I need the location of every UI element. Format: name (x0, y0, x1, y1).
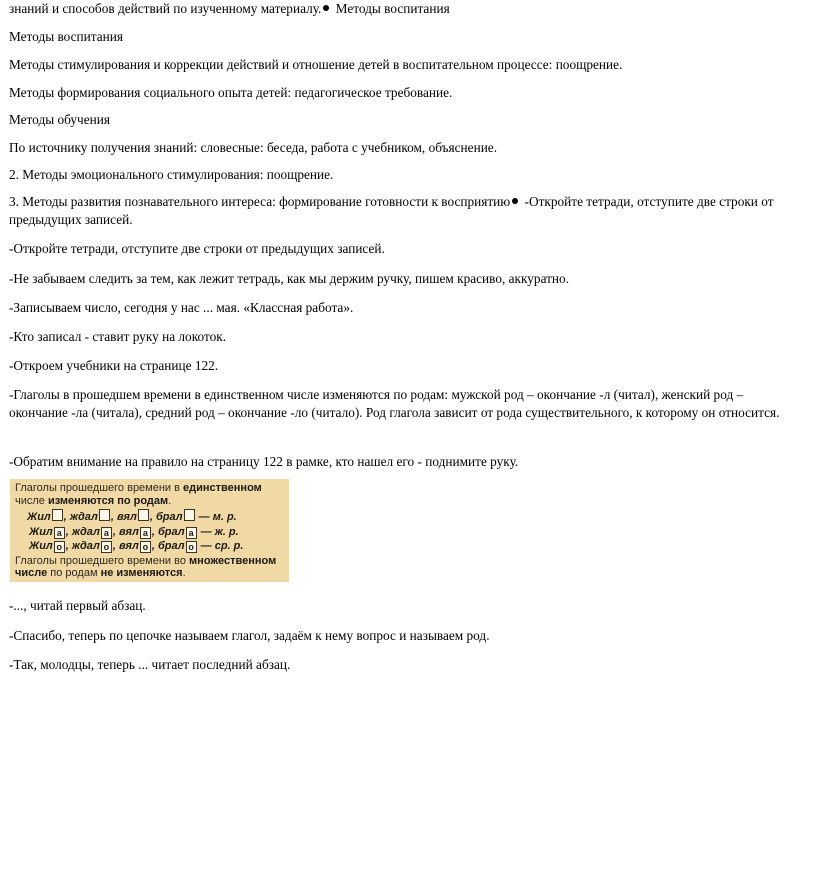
ending-box: а (54, 527, 65, 539)
textbook-rule-image (10, 479, 289, 582)
ending-box (138, 509, 149, 521)
paragraph-18: -Так, молодцы, теперь ... читает последний абзац. (9, 657, 291, 672)
rule-text: по родам (47, 567, 101, 579)
paragraph-14: -Глаголы в прошедшем времени в единственном числе изменяются по родам: мужской род – окончание -л (читал), женский род – окончание -ла (читала), средний род – окончание -ло (читало). Род глагола зависит от рода существительного, к которому он относится. (9, 387, 780, 420)
ending-box (52, 509, 63, 521)
paragraph-9: -Откройте тетради, отступите две строки от предыдущих записей. (9, 241, 385, 256)
verb-word: вял (119, 525, 139, 538)
ending-box: о (101, 541, 112, 553)
ending-box: а (140, 527, 151, 539)
paragraph-5: Методы обучения (9, 112, 110, 127)
paragraph-3: Методы стимулирования и коррекции действий и отношение детей в воспитательном процессе: поощрение. (9, 57, 623, 72)
rule-text: Глаголы прошедшего времени во (15, 554, 190, 567)
ending-box: а (186, 527, 197, 539)
gender-label: — ж. р. (200, 525, 239, 538)
ending-box (184, 509, 195, 521)
verb-word: вял (117, 511, 137, 523)
paragraph-12: -Кто записал - ставит руку на локоток. (9, 329, 227, 344)
rule-text-bold: единственном (183, 482, 262, 494)
rule-line-7 (15, 567, 284, 580)
verb-word: брал (155, 511, 183, 523)
rule-text-bold: не изменяются (100, 567, 183, 579)
paragraph-8-text: 3. Методы развития познавательного интереса: формирование готовности к восприятию (9, 194, 511, 209)
paragraph-17: -Спасибо, теперь по цепочке называем глагол, задаём к нему вопрос и называем род. (9, 628, 490, 643)
paragraph-7: 2. Методы эмоционального стимулирования: поощрение. (9, 167, 334, 182)
paragraph-10: -Не забываем следить за тем, как лежит тетрадь, как мы держим ручку, пишем красиво, аккуратно. (9, 271, 570, 286)
rule-text-bold: множественном (189, 554, 277, 567)
verb-row-feminine: Жил а , ждал а , вял а , брал а — ж. р. (29, 525, 239, 538)
verb-row-neuter: Жил о , ждал о , вял о , брал о — ср. р. (29, 540, 244, 552)
ending-box: о (186, 541, 197, 553)
ending-box: о (54, 541, 65, 553)
bullet-icon (323, 5, 329, 11)
rule-line-2 (15, 495, 284, 508)
ending-box: о (140, 541, 151, 553)
verb-word: Жил (29, 525, 53, 538)
rule-text: . (168, 494, 172, 507)
paragraph-13: -Откроем учебники на странице 122. (9, 358, 219, 373)
verb-word: ждал (71, 540, 100, 552)
verb-row-masculine: Жил , ждал , вял , брал — м. р. (27, 511, 237, 523)
paragraph-16: -..., читай первый абзац. (9, 598, 146, 613)
paragraph-1-text: знаний и способов действий по изученному материалу. (9, 1, 322, 16)
rule-text-bold: числе (15, 567, 48, 579)
gender-label: — м. р. (198, 511, 237, 523)
verb-forms (15, 509, 284, 554)
paragraph-6: По источнику получения знаний: словесные: беседа, работа с учебником, объяснение. (9, 140, 498, 155)
rule-text: . (182, 567, 186, 579)
paragraph-4: Методы формирования социального опыта детей: педагогическое требование. (9, 85, 453, 100)
bullet-icon (512, 198, 518, 204)
paragraph-1-tail: Методы воспитания (332, 1, 450, 16)
verb-word: вял (119, 540, 139, 552)
rule-text: Глаголы прошедшего времени в (15, 482, 184, 494)
paragraph-15: -Обратим внимание на правило на страницу 122 в рамке, кто нашел его - поднимите руку. (9, 454, 519, 469)
rule-line-1 (15, 482, 284, 495)
ending-box: а (101, 527, 112, 539)
verb-word: ждал (71, 525, 100, 538)
paragraph-8-tail: -Откройте тетради, отступите две строки от предыдущих записей. (9, 194, 774, 227)
verb-word: Жил (29, 540, 53, 552)
verb-word: ждал (69, 511, 98, 523)
paragraph-8 (9, 193, 805, 228)
rule-text: числе (15, 494, 48, 507)
ending-box (99, 509, 110, 521)
paragraph-2: Методы воспитания (9, 29, 123, 44)
rule-line-6 (15, 555, 284, 568)
rule-text-bold: изменяются по родам (47, 494, 169, 507)
paragraph-11: -Записываем число, сегодня у нас ... мая. «Классная работа». (9, 300, 354, 315)
verb-word: Жил (27, 511, 51, 523)
verb-word: брал (157, 540, 185, 552)
verb-word: брал (157, 525, 185, 538)
paragraph-1 (9, 0, 805, 18)
gender-label: — ср. р. (200, 540, 244, 552)
